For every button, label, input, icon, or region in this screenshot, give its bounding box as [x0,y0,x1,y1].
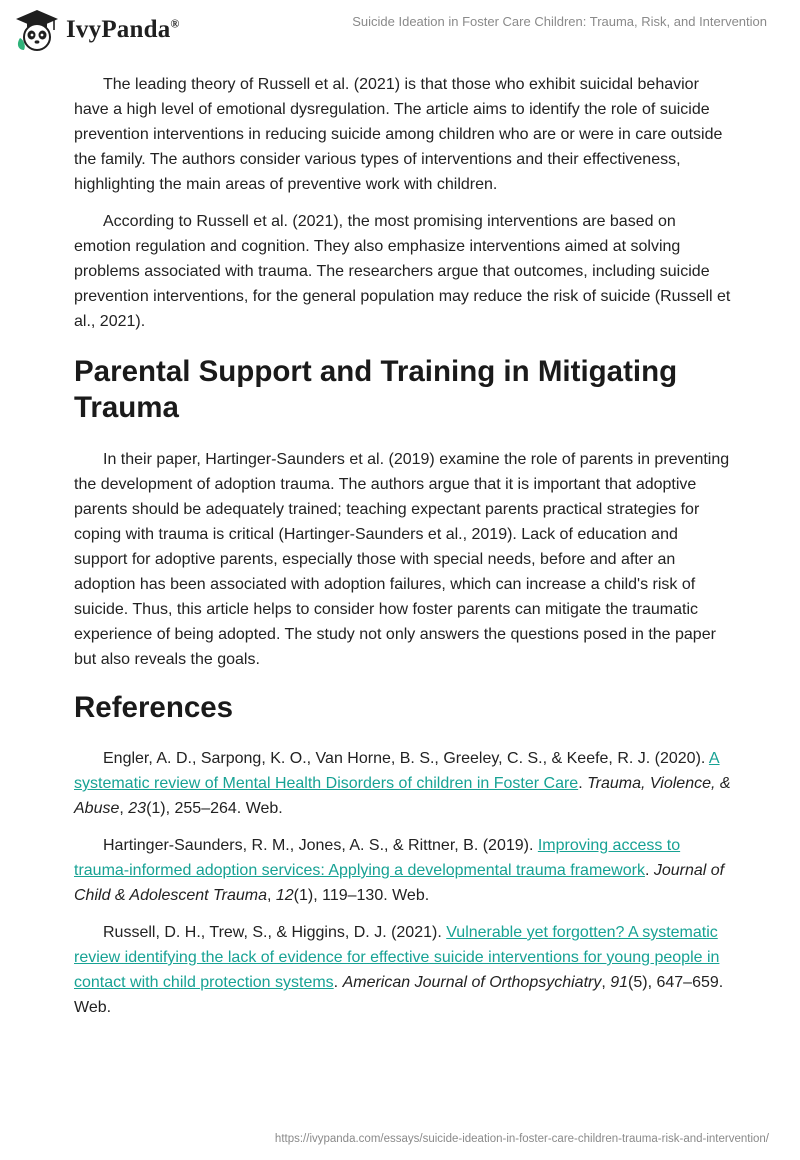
brand-name: IvyPanda® [66,16,180,43]
running-title: Suicide Ideation in Foster Care Children: Trauma, Risk, and Intervention [352,14,767,29]
reference-list [74,746,734,1020]
paragraph-3: In their paper, Hartinger-Saunders et al. (2019) examine the role of parents in preventing the development of adoption trauma. The authors argue that it is important that adoptive parents should be adequately trained; teaching expectant parents practical strategies for coping with trauma is critical (Hartinger-Saunders et al., 2019). Lack of education and support for adoptive parents, especially those with special needs, before and after an adoption has been associated with adoption failures, which can increase a child's risk of suicide. Thus, this article helps to consider how foster parents can mitigate the traumatic experience of being adopted. The study not only answers the questions posed in the paper but also reveals the goals. [74,451,730,668]
reference-item: Engler, A. D., Sarpong, K. O., Van Horne, B. S., Greeley, C. S., & Keefe, R. J. (2020). A systematic review of Mental Health Disorders of children in Foster Care. Trauma, Violence, & Abuse, 23(1), 255–264. Web. [74,750,731,817]
source-url: https://ivypanda.com/essays/suicide-ideation-in-foster-care-children-trauma-risk-and-intervention/ [274,1133,769,1145]
paragraph-1: The leading theory of Russell et al. (2021) is that those who exhibit suicidal behavior have a high level of emotional dysregulation. The article aims to identify the role of suicide prevention interventions in reducing suicide among children who are or were in care outside the family. The authors consider various types of interventions and their effectiveness, highlighting the main areas of preventive work with children. [74,76,723,193]
paragraph-2: According to Russell et al. (2021), the most promising interventions are based on emotion regulation and cognition. They also emphasize interventions aimed at solving problems associated with trauma. The researchers argue that outcomes, including suicide prevention interventions, for the general population may reduce the risk of suicide (Russell et al., 2021). [74,213,731,330]
reference-link[interactable]: Improving access to trauma-informed adoption services: Applying a developmental trauma framework [74,837,681,879]
reference-item: Russell, D. H., Trew, S., & Higgins, D. J. (2021). Vulnerable yet forgotten? A systematic review identifying the lack of evidence for effective suicide interventions for young people in contact with child protection systems. American Journal of Orthopsychiatry, 91(5), 647–659. Web. [74,924,724,1016]
panda-graduation-cap-logo-icon [14,8,60,52]
section-heading-parental-support: Parental Support and Training in Mitigating Trauma [74,355,678,424]
reference-item: Hartinger-Saunders, R. M., Jones, A. S., & Rittner, B. (2019). Improving access to trauma-informed adoption services: Applying a developmental trauma framework. Journal of Child & Adolescent Trauma, 12(1), 119–130. Web. [74,837,725,904]
page-header [0,0,800,60]
reference-link[interactable]: Vulnerable yet forgotten? A systematic review identifying the lack of evidence for effective suicide interventions for young people in contact with child protection systems [74,924,720,991]
section-heading-references: References [74,691,234,724]
article-body [74,72,734,1032]
reference-link[interactable]: A systematic review of Mental Health Disorders of children in Foster Care [74,750,720,792]
ivypanda-logo[interactable] [14,8,180,52]
